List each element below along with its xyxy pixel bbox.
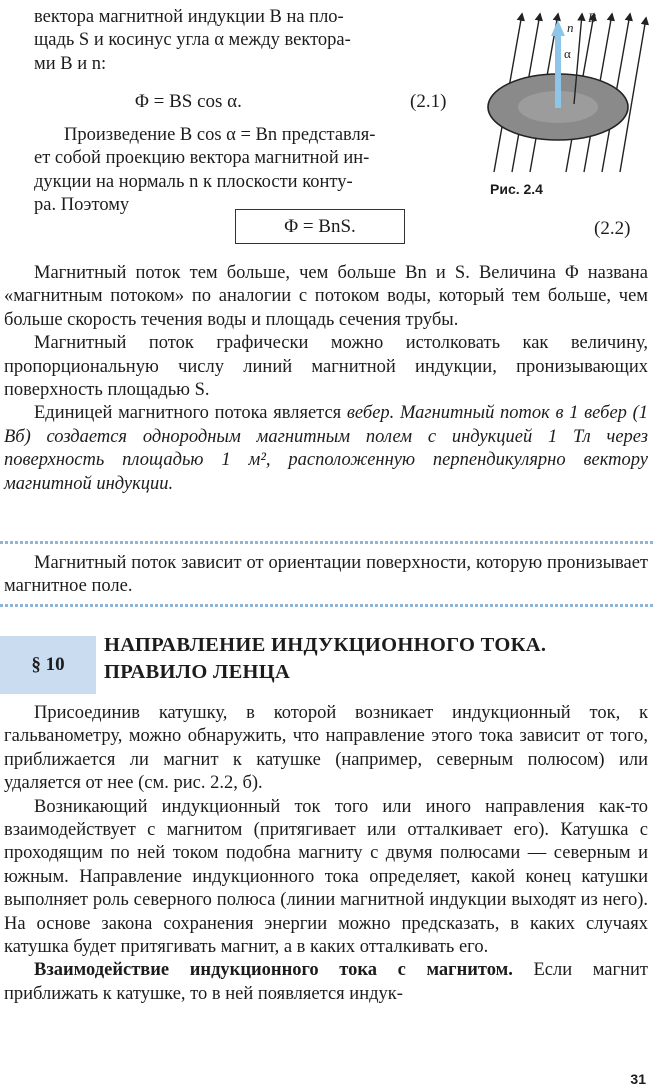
label-alpha: α <box>564 46 571 61</box>
text-line: ра. Поэтому <box>34 195 130 216</box>
divider-top <box>0 541 654 544</box>
paragraph: Магнитный поток графически можно истолковать как величину, пропорциональную числу линий магнитной индукции, пронизывающих поверхность площадью S. <box>4 333 648 401</box>
figure-caption: Рис. 2.4 <box>490 181 543 197</box>
label-n: n <box>567 20 574 35</box>
figure-2-4-flux-diagram <box>470 0 654 182</box>
paragraph-flux-definition <box>34 6 466 76</box>
definition-italic: вебер. Магнитный поток в 1 вебер (1 Вб) создается однородным магнитным полем с индукцией 1 Тл через поверхность площадью 1 м², расположенную перпендикулярно вектору магнитной индукции. <box>4 403 649 494</box>
page-number: 31 <box>630 1071 646 1087</box>
paragraph-projection <box>34 124 466 218</box>
equation-number-2-2: (2.2) <box>594 218 631 239</box>
equation-number-2-1: (2.1) <box>410 91 447 112</box>
text-line: Произведение B cos α = Bn представля- <box>64 125 376 145</box>
text-line: ми B и n: <box>34 53 107 74</box>
paragraph-interaction <box>4 959 648 1006</box>
label-b: B <box>588 10 596 25</box>
summary-text: Магнитный поток зависит от ориентации поверхности, которую пронизывает магнитное поле. <box>4 553 648 597</box>
text-run: Единицей магнитного потока является <box>34 403 347 424</box>
divider-bottom <box>0 604 654 607</box>
summary-box <box>4 552 648 599</box>
bold-heading: Взаимодействие индукционного тока с магнитом. <box>34 960 513 981</box>
text-line: щадь S и косинус угла α между вектора- <box>34 30 351 51</box>
text-line: ет собой проекцию вектора магнитной ин- <box>34 148 370 169</box>
section-title-line: НАПРАВЛЕНИЕ ИНДУКЦИОННОГО ТОКА. <box>104 634 547 656</box>
text-line: дукции на нормаль n к плоскости конту- <box>34 171 353 192</box>
paragraph: Присоединив катушку, в которой возникает индукционный ток, к гальванометру, можно обнаружить, что направление этого тока зависит от того, приближается ли магнит к катушке (например, северным полюсом) или удаляется от нее (см. рис. 2.2, б). <box>4 703 648 794</box>
section-title-line: ПРАВИЛО ЛЕНЦА <box>104 661 291 683</box>
normal-vector <box>555 34 561 108</box>
formula-2-1: Φ = BS cos α. <box>135 91 242 112</box>
paragraph: Возникающий индукционный ток того или иного направления как-то взаимодействует с магнитом (притягивает или отталкивает его). Катушка с проходящим по ней током подобна магниту с двумя полюсами — северным и южным. Направление индукционного тока определяет, какой конец катушки выполняет роль северного полюса (линии магнитной индукции выходят из него). На основе закона сохранения энергии можно предсказать, в каких случаях катушка будет притягивать магнит, а в каких отталкивать его. <box>4 796 648 958</box>
body-text <box>4 262 648 496</box>
text-line: вектора магнитной индукции B на пло- <box>34 7 344 27</box>
text-run: Если магнит приближать к катушке, то в ней появляется индук- <box>4 960 648 1004</box>
section-number-badge: § 10 <box>0 636 96 694</box>
paragraph-weber <box>4 402 648 496</box>
boxed-formula-2-2: Φ = BnS. <box>235 209 405 244</box>
section-title <box>104 632 546 686</box>
section-body <box>4 702 648 1006</box>
paragraph: Магнитный поток тем больше, чем больше Bn и S. Величина Φ названа «магнитным потоком» по аналогии с потоком воды, который тем больше, чем больше скорость течения воды и площадь сечения трубы. <box>4 263 648 330</box>
